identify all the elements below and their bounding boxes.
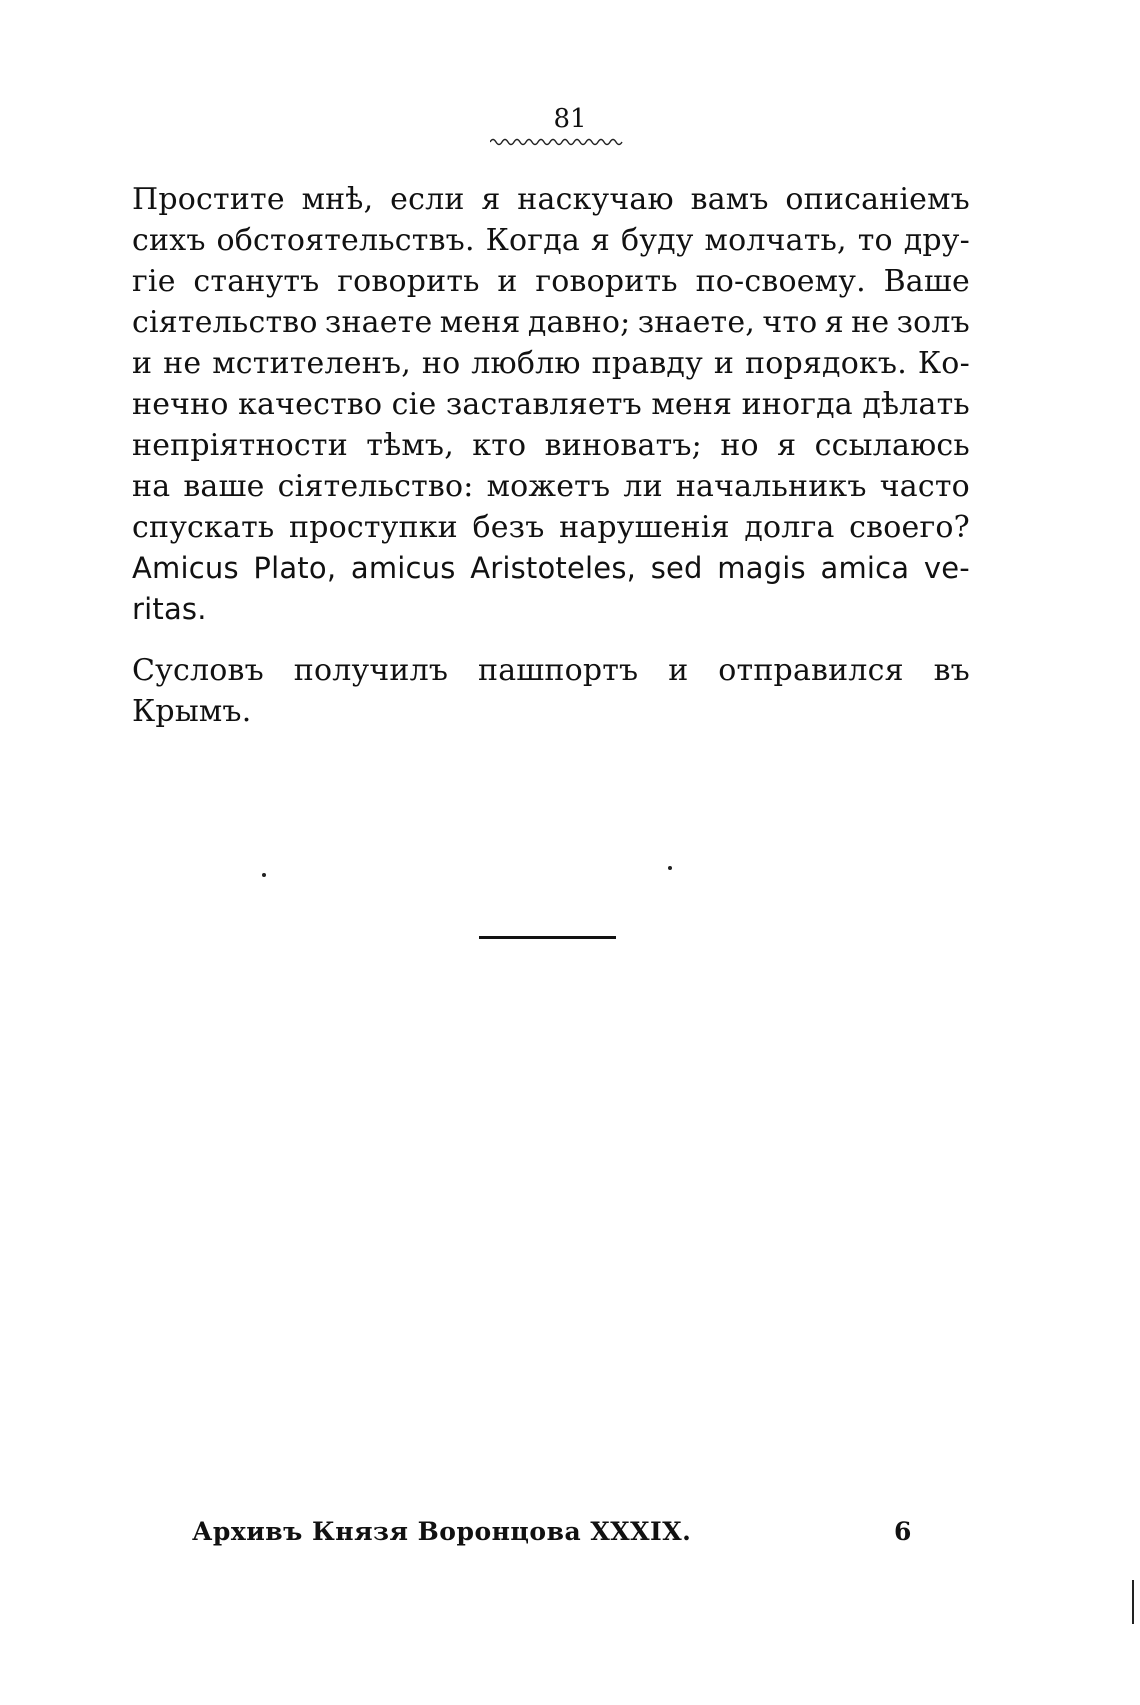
word: я: [824, 305, 844, 340]
word: amicus: [350, 551, 456, 585]
text-line: [132, 384, 970, 425]
text-line: [132, 179, 970, 220]
text-line: [132, 425, 970, 466]
word: кто: [472, 428, 527, 463]
word: правду: [591, 346, 703, 381]
word: ли: [623, 469, 663, 504]
word: и: [497, 264, 518, 299]
page-number: 81: [553, 104, 587, 134]
word: гіе: [132, 264, 176, 299]
word: на: [132, 469, 171, 504]
word: знаете,: [637, 305, 756, 340]
word: дру-: [903, 223, 970, 258]
word: что: [762, 305, 818, 340]
text-line: [132, 220, 970, 261]
word: говорить: [535, 264, 678, 299]
word: знаете: [324, 305, 433, 340]
word: молчать,: [704, 223, 847, 258]
word: непріятности: [132, 428, 348, 463]
word: я: [777, 428, 797, 463]
word: безъ: [472, 510, 545, 545]
word: мстителенъ,: [212, 346, 411, 381]
word: виноватъ;: [544, 428, 702, 463]
word: Ко-: [917, 346, 970, 381]
word: ваше: [183, 469, 265, 504]
word: sed: [650, 551, 703, 585]
word: обстоятельствъ.: [216, 223, 475, 258]
word: и: [713, 346, 735, 381]
word: но: [720, 428, 759, 463]
word: отправился: [718, 653, 904, 688]
scan-edge-mark: [1132, 1580, 1134, 1624]
word: не: [851, 305, 890, 340]
text-line: Крымъ.: [132, 694, 252, 729]
word: порядокъ.: [745, 346, 907, 381]
word: въ: [933, 653, 970, 688]
word: я: [481, 182, 501, 217]
footer-signature-title: Архивъ Князя Воронцова XXXIX.: [192, 1517, 692, 1546]
word: пашпортъ: [478, 653, 639, 688]
word: проступки: [289, 510, 458, 545]
wavy-ornament: [490, 137, 624, 147]
word: то: [857, 223, 893, 258]
latin-quote-line: [132, 548, 970, 589]
word: ссылаюсь: [814, 428, 970, 463]
word: я: [590, 223, 611, 258]
word: можетъ: [486, 469, 611, 504]
word: если: [390, 182, 465, 217]
word: тѣмъ,: [366, 428, 454, 463]
word: своего?: [849, 510, 970, 545]
word: сіятельство: [132, 305, 318, 340]
word: Plato,: [253, 551, 337, 585]
word: но: [421, 346, 461, 381]
text-line: [132, 507, 970, 548]
word: amica: [820, 551, 910, 585]
word: и: [132, 346, 153, 381]
word: долга: [744, 510, 835, 545]
word: Когда: [485, 223, 580, 258]
word: magis: [717, 551, 806, 585]
printer-signature-mark: 6: [894, 1517, 912, 1546]
word: нечно: [132, 387, 229, 422]
word: Amicus: [132, 551, 239, 585]
word: начальникъ: [675, 469, 867, 504]
word: мнѣ,: [301, 182, 374, 217]
word: дѣлать: [862, 387, 970, 422]
text-line: [132, 650, 970, 691]
ink-speck: [262, 873, 266, 877]
word: качество: [238, 387, 383, 422]
word: нарушенія: [559, 510, 730, 545]
word: сіе: [391, 387, 437, 422]
text-line: [132, 466, 970, 507]
word: по-своему.: [695, 264, 866, 299]
text-line: [132, 261, 970, 302]
word: спускать: [132, 510, 275, 545]
word: Сусловъ: [132, 653, 264, 688]
word: золъ: [896, 305, 970, 340]
word: давно;: [527, 305, 631, 340]
word: Простите: [132, 182, 285, 217]
word: описаніемъ: [785, 182, 970, 217]
section-end-rule: [479, 936, 616, 939]
ink-speck: [668, 866, 672, 870]
word: буду: [620, 223, 694, 258]
word: сихъ: [132, 223, 206, 258]
word: иногда: [741, 387, 853, 422]
word: ve-: [923, 551, 970, 585]
word: заставляетъ: [445, 387, 642, 422]
word: не: [163, 346, 202, 381]
word: часто: [879, 469, 970, 504]
word: сіятельство:: [277, 469, 474, 504]
word: говорить: [337, 264, 480, 299]
latin-quote-line: ritas.: [132, 592, 207, 626]
word: Ваше: [883, 264, 970, 299]
word: меня: [439, 305, 521, 340]
word: меня: [651, 387, 733, 422]
word: вамъ: [690, 182, 769, 217]
word: наскучаю: [517, 182, 674, 217]
text-line: [132, 343, 970, 384]
word: люблю: [471, 346, 581, 381]
word: станутъ: [193, 264, 320, 299]
text-line: [132, 302, 970, 343]
paragraph-2: [132, 650, 970, 732]
word: Aristoteles,: [470, 551, 637, 585]
paragraph-1: [132, 179, 970, 630]
word: и: [668, 653, 689, 688]
word: получилъ: [293, 653, 449, 688]
